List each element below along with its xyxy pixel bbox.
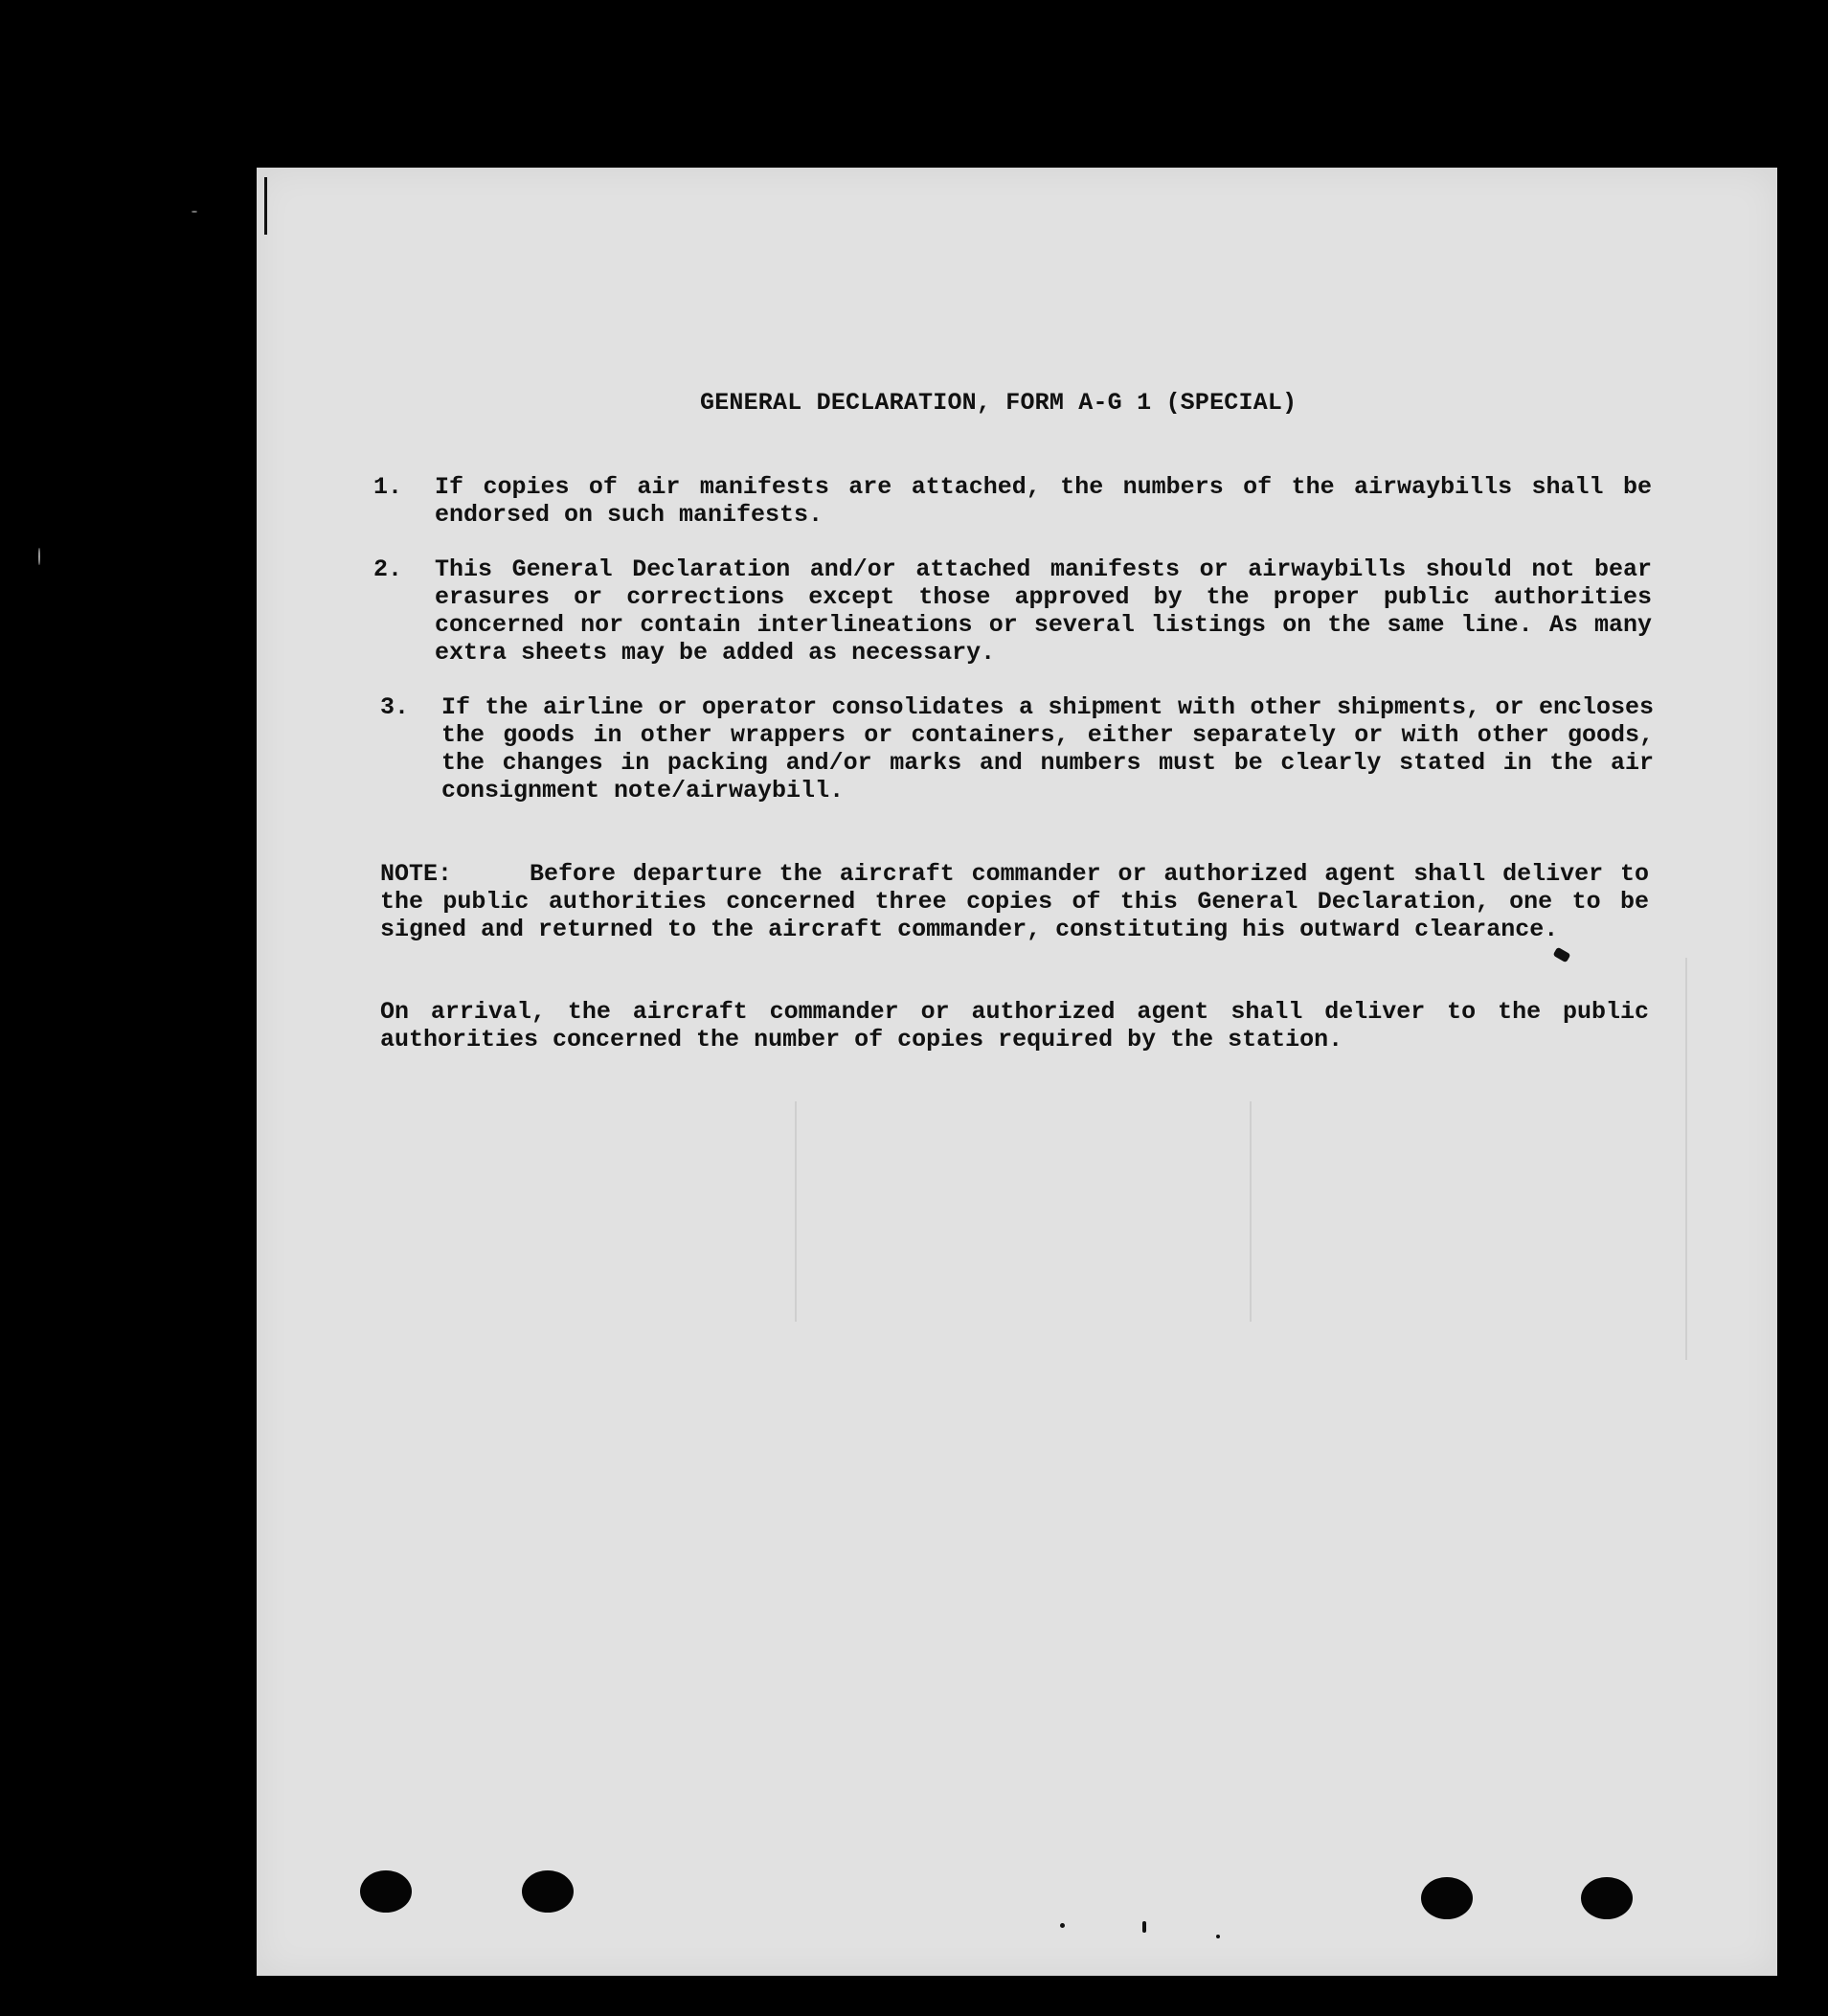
bleed-through-line [1685,958,1687,1360]
paper-edge-mark [264,177,267,235]
ink-speck [38,548,40,565]
note-text: Before departure the aircraft commander or authorized agent shall deliver to the public authorities concerned three copies of this General Declaration, one to be signed and returned to the aircraft commander, constituting his outward clearance. [380,860,1649,943]
list-item [380,693,1654,804]
document-page [257,168,1777,1976]
punch-hole [1581,1877,1633,1919]
arrival-paragraph [380,998,1649,1053]
punch-hole [522,1870,574,1913]
item-number: 2. [373,555,403,583]
item-number: 1. [373,473,403,501]
bleed-through-line [1250,1101,1252,1322]
ink-speck [1216,1935,1220,1938]
document-title: GENERAL DECLARATION, FORM A-G 1 (SPECIAL) [700,389,1298,417]
item-text: This General Declaration and/or attached manifests or airwaybills should not bear erasures or corrections except those approved by the proper public authorities concerned nor contain interlineations or several listings on the same line. As many extra sheets may be added as necessary. [435,555,1652,667]
ink-speck [192,211,197,213]
punch-hole [360,1870,412,1913]
note-label: NOTE: [380,860,453,888]
item-text: If copies of air manifests are attached, the numbers of the airwaybills shall be endorsed on such manifests. [435,473,1652,529]
punch-hole [1421,1877,1473,1919]
item-text: If the airline or operator consolidates a shipment with other shipments, or encloses the goods in other wrappers or containers, either separately or with other goods, the changes in packing and/or marks and numbers must be clearly stated in the air consignment note/airwaybill. [441,693,1654,804]
ink-speck [1060,1923,1065,1928]
bleed-through-line [795,1101,797,1322]
ink-speck [1142,1921,1146,1933]
list-item [373,555,1652,667]
note-paragraph [380,860,1649,943]
arrival-text: On arrival, the aircraft commander or authorized agent shall deliver to the public authorities concerned the number of copies required by the station. [380,998,1649,1053]
list-item [373,473,1652,529]
item-number: 3. [380,693,410,721]
